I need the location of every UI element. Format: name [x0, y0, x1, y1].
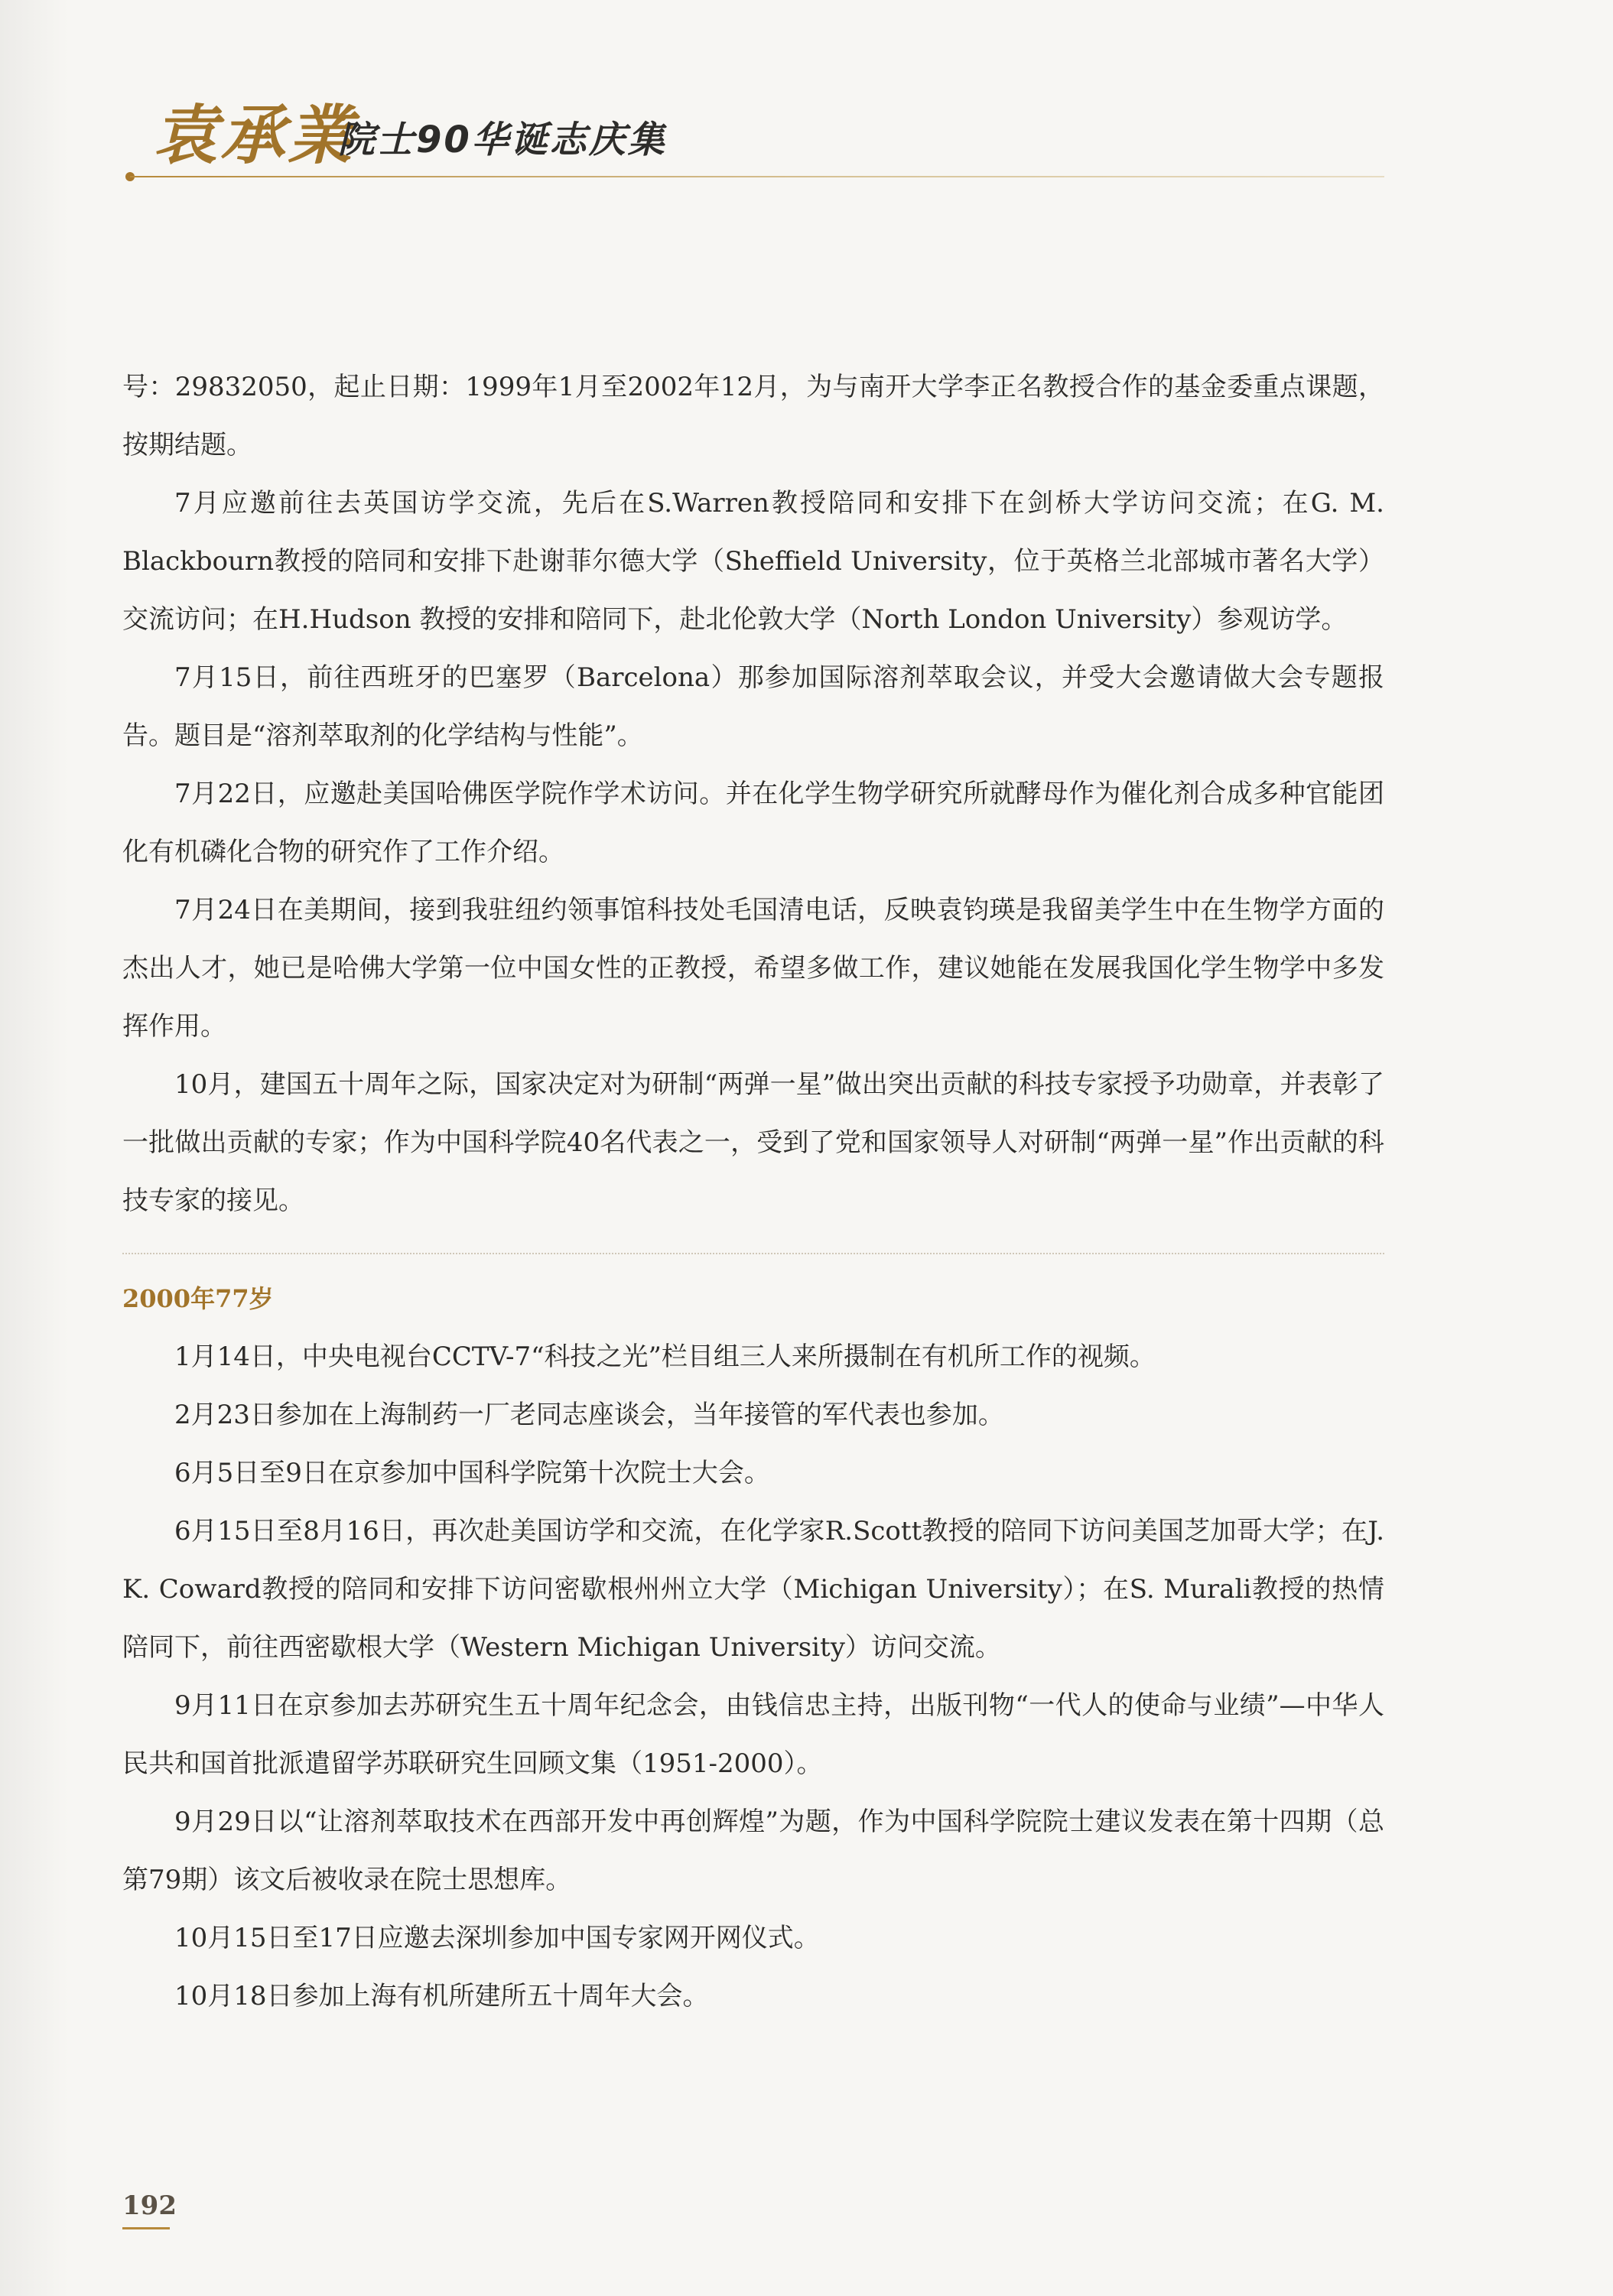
page-number: 192: [122, 2190, 177, 2221]
paragraph-us-visit: 6月15日至8月16日，再次赴美国访学和交流，在化学家R.Scott教授的陪同下访问美国芝加哥大学；在J. K. Coward教授的陪同和安排下访问密歇根州州立大学（Michigan University）；在S. Murali教授的热情陪同下，前往西密歇根大学（Western Michigan University）访问交流。: [122, 1516, 1384, 1663]
paragraph-think-tank: 9月29日以“让溶剂萃取技术在西部开发中再创辉煌”为题，作为中国科学院院士建议发表在第十四期（总第79期）该文后被收录在院士思想库。: [122, 1807, 1384, 1895]
book-title-calligraphy: 袁承業: [153, 97, 356, 173]
section-divider: [122, 1253, 1384, 1254]
page-edge-shade: [0, 0, 69, 2296]
paragraph-continuation: 号：29832050，起止日期：1999年1月至2002年12月，为与南开大学李正名教授合作的基金委重点课题，按期结题。: [122, 372, 1384, 460]
year-heading: 2000年77岁: [122, 1284, 274, 1313]
paragraph-cctv: 1月14日，中央电视台CCTV-7“科技之光”栏目组三人来所摄制在有机所工作的视频。: [174, 1342, 1156, 1372]
paragraph-medal: 10月，建国五十周年之际，国家决定对为研制“两弹一星”做出突出贡献的科技专家授予功勋章，并表彰了一批做出贡献的专家；作为中国科学院40名代表之一，受到了党和国家领导人对研制“两弹一星”作出贡献的科技专家的接见。: [122, 1069, 1384, 1216]
page-body: [122, 358, 1384, 2025]
page-number-underline: [122, 2227, 170, 2229]
paragraph-consulate-call: 7月24日在美期间，接到我驻纽约领事馆科技处毛国清电话，反映袁钧瑛是我留美学生中在生物学方面的杰出人才，她已是哈佛大学第一位中国女性的正教授，希望多做工作，建议她能在发展我国化学生物学中多发挥作用。: [122, 895, 1384, 1042]
book-subtitle: 院士90华诞志庆集: [338, 119, 667, 161]
paragraph-harvard: 7月22日，应邀赴美国哈佛医学院作学术访问。并在化学生物学研究所就酵母作为催化剂合成多种官能团化有机磷化合物的研究作了工作介绍。: [122, 779, 1384, 867]
paragraph-pharma-meeting: 2月23日参加在上海制药一厂老同志座谈会，当年接管的军代表也参加。: [174, 1400, 1004, 1430]
paragraph-institute-anniversary: 10月18日参加上海有机所建所五十周年大会。: [174, 1981, 709, 2011]
paragraph-shenzhen: 10月15日至17日应邀去深圳参加中国专家网开网仪式。: [174, 1923, 820, 1953]
paragraph-barcelona: 7月15日，前往西班牙的巴塞罗（Barcelona）那参加国际溶剂萃取会议，并受大会邀请做大会专题报告。题目是“溶剂萃取剂的化学结构与性能”。: [122, 662, 1384, 751]
paragraph-uk-visit: 7月应邀前往去英国访学交流，先后在S.Warren教授陪同和安排下在剑桥大学访问交流；在G. M. Blackbourn教授的陪同和安排下赴谢菲尔德大学（Sheffield University，位于英格兰北部城市著名大学）交流访问；在H.Hudson 教授的安排和陪同下，赴北伦敦大学（North London University）参观访学。: [122, 488, 1384, 635]
header-rule: [130, 176, 1384, 177]
paragraph-ussr-anniversary: 9月11日在京参加去苏研究生五十周年纪念会，由钱信忠主持，出版刊物“一代人的使命与业绩”—中华人民共和国首批派遣留学苏联研究生回顾文集（1951-2000）。: [122, 1690, 1384, 1779]
running-header: [122, 70, 1384, 185]
paragraph-academician-conference: 6月5日至9日在京参加中国科学院第十次院士大会。: [174, 1458, 770, 1488]
